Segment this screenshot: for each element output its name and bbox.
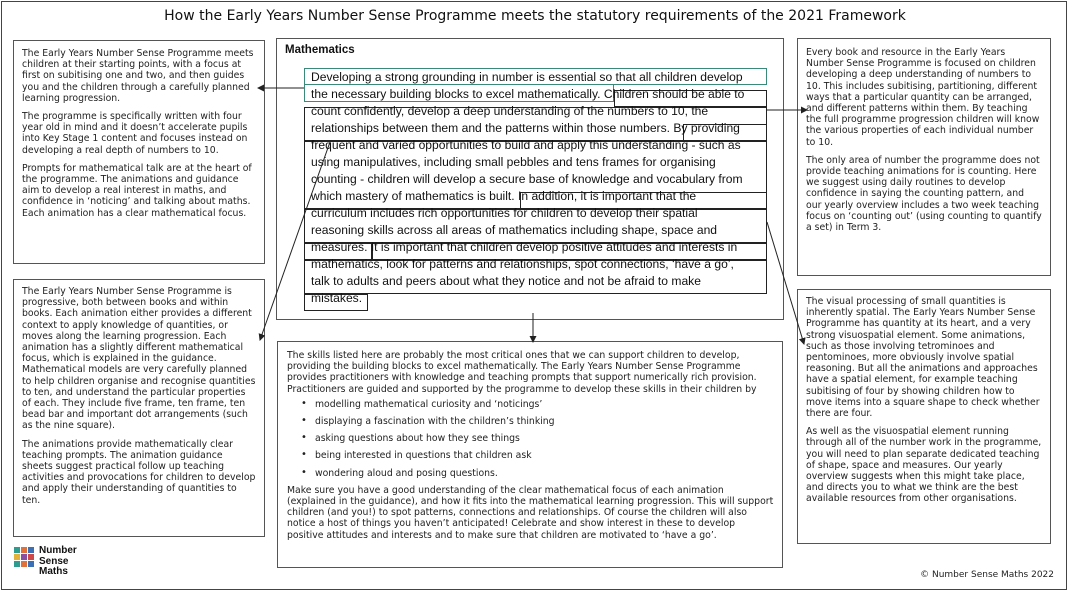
- right-top-paragraph-1: Every book and resource in the Early Years Number Sense Programme is focused on children developing a deep understanding of numbers to 10. This includes subitising, partitioning, different ways that a particular quantity can be arranged, and different patterns within them. By teaching the full programme progression children will know the various properties of each individual number to 10.: [806, 47, 1040, 148]
- logo-line-2: Sense: [39, 555, 69, 567]
- copyright: © Number Sense Maths 2022: [920, 570, 1054, 580]
- skills-list-item: • displaying a fascination with the children’s thinking: [301, 416, 774, 427]
- quote-line-13: talk to adults and peers about what they notice and not be afraid to make: [311, 274, 701, 288]
- skills-list-item: • asking questions about how they see things: [301, 433, 774, 444]
- skills-list-item: • wondering aloud and posing questions.: [301, 468, 774, 479]
- bottom-center-intro: The skills listed here are probably the most critical ones that we can support children to develop, providing the building blocks to excel mathematically. The Early Years Number Sense Programme provides practitioners with knowledge and teaching prompts that support numerically rich provision. Practitioners are guided and supported by the programme to develop these skills in their children by: [287, 350, 757, 395]
- logo-square: [21, 561, 27, 567]
- left-bottom-paragraph-1: The Early Years Number Sense Programme is progressive, both between books and within books. Each animation either provides a different context to apply knowledge of quantities, or moves along the learning progression. Each animation has a slightly different mathematical focus, which is explained in the guidance. Mathematical models are very carefully planned to help children organise and recognise quantities to ten, and understand the particular properties of each. They include five frame, ten frame, ten bead bar and important dot arrangements (such as the nine square).: [22, 286, 256, 432]
- left-bottom-paragraph-2: The animations provide mathematically clear teaching prompts. The animation guidance sheets suggest practical follow up teaching activities and provocations for children to develop and apply their understanding of quantities to ten.: [22, 438, 256, 506]
- logo-squares: [14, 547, 36, 569]
- quote-line-7: counting - children will develop a secure base of knowledge and vocabulary from: [311, 172, 743, 186]
- arrow-to-right-bottom: [767, 222, 804, 344]
- bottom-center-outro: Make sure you have a good understanding of the clear mathematical focus of each animation (explained in the guidance), and how it fits into the mathematical learning progression. This will support children (and you!) to spot patterns, connections and relationships. Of course the children will also notice a host of things you haven’t anticipated! Celebrate and show interest in these to develop positive attitudes and interests and to make sure that children are motivated to ‘have a go’.: [287, 484, 774, 541]
- right-bottom-paragraph-1: The visual processing of small quantities is inherently spatial. The Early Years Number Sense Programme has quantity at its heart, and a very strong visuospatial element. Some animations, such as those involving tetrominoes and pentominoes, more obviously involve spatial reasoning. But all the animations and approaches have a spatial element, for example teaching subitising of four by showing children how to move items into a square shape to check whether there are four.: [806, 296, 1040, 420]
- quote-line-14: mistakes.: [311, 291, 363, 305]
- logo-square: [14, 547, 20, 553]
- right-bottom-paragraph-2: As well as the visuospatial element running through all of the number work in the programme, you will need to plan separate dedicated teaching of shape, space and measures. Our yearly overview suggests when this might take place, and directs you to what we think are the best available resources from other organisations.: [806, 426, 1042, 505]
- quote-line-11: measures. It is important that children develop positive attitudes and interests in: [311, 240, 738, 254]
- logo-line-3: Maths: [39, 566, 68, 577]
- left-top-paragraph-1: The Early Years Number Sense Programme meets children at their starting points, with a focus at first on subitising one and two, and then guides you and the children through a carefully planned learning progression.: [22, 48, 254, 104]
- logo-square: [28, 547, 34, 553]
- logo-square: [28, 554, 34, 560]
- logo-square: [21, 547, 27, 553]
- left-top-paragraph-2: The programme is specifically written with four year old in mind and it doesn’t accelerate pupils into Key Stage 1 content and focuses instead on developing a real depth of numbers to 10.: [22, 111, 248, 156]
- logo-square: [14, 561, 20, 567]
- left-top-paragraph-3: Prompts for mathematical talk are at the heart of the programme. The animations and guidance aim to develop a real interest in maths, and confidence in ‘noticing’ and talking about maths. Each animation has a clear mathematical focus.: [22, 162, 252, 219]
- quote-line-5: frequent and varied opportunities to build and apply this understanding - such as: [311, 138, 741, 152]
- quote-line-9: curriculum includes rich opportunities for children to develop their spatial: [311, 206, 698, 220]
- quote-line-2: the necessary building blocks to excel mathematically. Children should be able to: [311, 87, 745, 101]
- quote-line-3: count confidently, develop a deep understanding of the numbers to 10, the: [311, 104, 709, 118]
- logo-square: [21, 554, 27, 560]
- mathematics-heading: Mathematics: [285, 44, 355, 56]
- quote-line-4: relationships between them and the patterns within those numbers. By providing: [311, 121, 740, 135]
- quote-line-10: reasoning skills across all areas of mathematics including shape, space and: [311, 223, 718, 237]
- right-top-paragraph-2: The only area of number the programme does not provide teaching animations for is counting. Here we suggest using daily routines to develop confidence in saying the counting pattern, and our yearly overview includes a two week teaching focus on ‘counting out’ (using counting to quantify a set) in Term 3.: [806, 154, 1042, 234]
- quote-line-6: using manipulatives, including small pebbles and tens frames for organising: [311, 155, 716, 169]
- quote-line-12: mathematics, look for patterns and relationships, spot connections, ‘have a go’,: [311, 257, 734, 271]
- logo-line-1: Number: [39, 545, 77, 556]
- logo-square: [28, 561, 34, 567]
- skills-list-item: • modelling mathematical curiosity and ‘noticings’: [301, 399, 774, 410]
- arrow-to-left-bottom: [260, 142, 330, 340]
- logo-square: [14, 554, 20, 560]
- quote-line-1: Developing a strong grounding in number is essential so that all children develop: [311, 70, 743, 84]
- quote-line-8: which mastery of mathematics is built. In addition, it is important that the: [311, 189, 697, 203]
- skills-list-item: • being interested in questions that children ask: [301, 450, 774, 461]
- page-title: How the Early Years Number Sense Programme meets the statutory requirements of the 2021 Framework: [164, 8, 906, 24]
- logo-text: [39, 546, 77, 578]
